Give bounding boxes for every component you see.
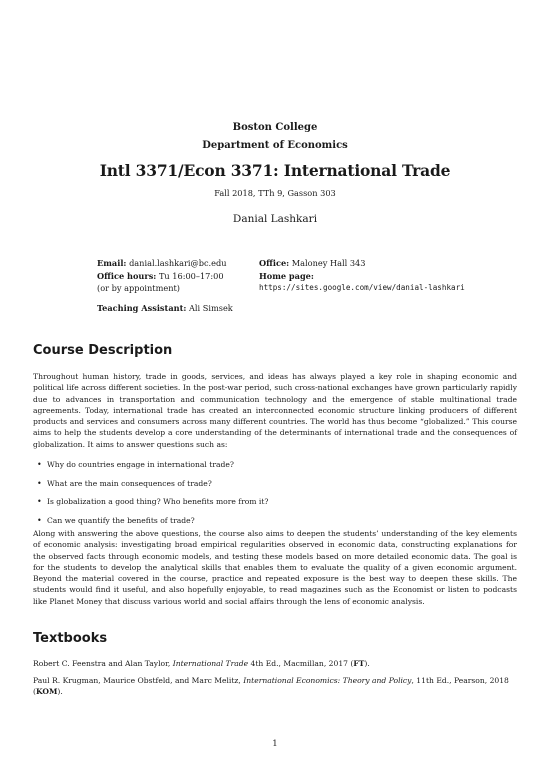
question-text: What are the main consequences of trade? bbox=[47, 478, 212, 488]
textbooks-heading: Textbooks bbox=[33, 631, 108, 646]
page-number: 1 bbox=[272, 739, 278, 749]
appointment-note: (or by appointment) bbox=[97, 283, 180, 293]
question-text: Is globalization a good thing? Who benefits more from it? bbox=[47, 497, 269, 506]
bullet-icon: • bbox=[37, 515, 42, 525]
office-hours-line bbox=[97, 270, 227, 283]
textbook-abbr: FT bbox=[353, 659, 365, 668]
contact-right bbox=[259, 257, 465, 295]
textbook-title: International Economics: Theory and Policy bbox=[243, 676, 412, 685]
question-list bbox=[33, 459, 513, 533]
office-value: Maloney Hall 343 bbox=[291, 258, 366, 268]
list-item bbox=[33, 478, 513, 497]
textbook-authors: Robert C. Feenstra and Alan Taylor, bbox=[33, 659, 171, 668]
instructor-name: Danial Lashkari bbox=[232, 213, 318, 225]
textbook-end: ). bbox=[57, 687, 63, 697]
bullet-icon: • bbox=[37, 497, 42, 506]
textbook-end: ). bbox=[364, 659, 370, 668]
textbook-title: International Trade bbox=[172, 659, 249, 668]
contact-left bbox=[97, 257, 227, 295]
question-text: Can we quantify the benefits of trade? bbox=[47, 515, 195, 525]
term-info: Fall 2018, TTh 9, Gasson 303 bbox=[214, 188, 336, 198]
homepage-url[interactable]: https://sites.google.com/view/danial-lashkari bbox=[259, 283, 465, 292]
bullet-icon: • bbox=[37, 478, 42, 488]
textbook-authors: Paul R. Krugman, Maurice Obstfeld, and Marc Melitz, bbox=[33, 676, 241, 685]
office-label: Office: bbox=[259, 258, 290, 268]
email-value[interactable]: danial.lashkari@bc.edu bbox=[129, 258, 227, 268]
ta-line bbox=[97, 302, 233, 315]
office-hours-label: Office hours: bbox=[97, 270, 157, 281]
question-text: Why do countries engage in international trade? bbox=[47, 460, 234, 469]
course-title: Intl 3371/Econ 3371: International Trade bbox=[99, 161, 451, 180]
homepage-label: Home page: bbox=[259, 270, 314, 281]
ta-label: Teaching Assistant: bbox=[97, 303, 187, 313]
textbook-entry bbox=[33, 675, 517, 698]
textbook-entry bbox=[33, 658, 517, 669]
course-description-closing: Along with answering the above questions, the course also aims to deepen the students’ understanding of the key elements of economic analysis: investigating broad empirical regularities observed in economic data, constructing explanations for the observed facts through economic models, and testing these models based on more detailed economic data. The goal is for the students to develop the analytical skills that enables them to evaluate the quality of a given economic argument. Beyond the material covered in the course, practice and repeated exposure is the best way to deepen these skills. The students would find it useful, and also hopefully enjoyable, to read magazines such as the Economist or listen to podcasts like Planet Money that discuss various world and social affairs through the lens of economic analysis. bbox=[33, 529, 517, 606]
textbook-details: , 11th Ed., Pearson, 2018 ( bbox=[33, 676, 509, 697]
bullet-icon: • bbox=[37, 460, 42, 469]
course-description-intro: Throughout human history, trade in goods, services, and ideas has always played a key role in shaping economic and political life across different societies. In the post-war period, such cross-national exchanges have grown particularly rapidly due to advances in transportation and communication technology and the emergence of stable multinational trade agreements. Today, international trade has created an interconnected economic structure linking producers of different products and services and consumers across many different countries. The world has thus become “globalized.” This course aims to help the students develop a core understanding of the determinants of international trade and the consequences of globalization. It aims to answer questions such as: bbox=[33, 372, 517, 449]
course-description-heading: Course Description bbox=[33, 343, 173, 358]
textbook-abbr: KOM bbox=[35, 687, 58, 697]
list-item bbox=[33, 496, 513, 515]
ta-name: Ali Simsek bbox=[189, 303, 233, 313]
email-line bbox=[97, 257, 227, 270]
office-line bbox=[259, 257, 465, 270]
homepage-label-line bbox=[259, 270, 465, 283]
email-label: Email: bbox=[97, 258, 127, 268]
list-item bbox=[33, 459, 513, 478]
textbook-details: 4th Ed., Macmillan, 2017 ( bbox=[250, 659, 354, 668]
department-name: Department of Economics bbox=[202, 140, 348, 151]
office-hours-value: Tu 16:00–17:00 bbox=[158, 270, 224, 281]
institution-name: Boston College bbox=[232, 122, 318, 133]
